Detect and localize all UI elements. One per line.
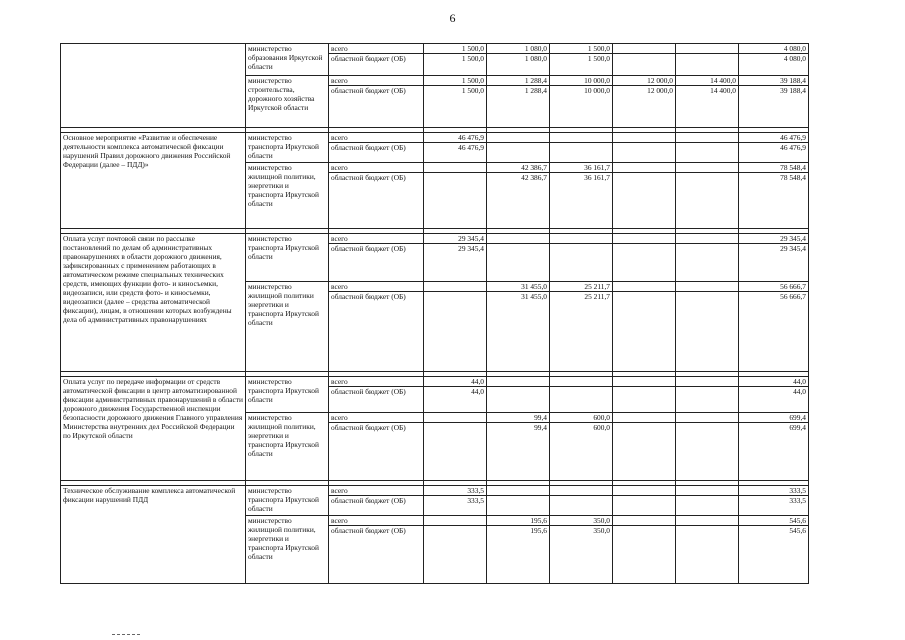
amount-cell: 14 400,0 xyxy=(676,86,739,128)
executor-name: министерство жилищной политики, энергетики и транспорта Иркутской области xyxy=(246,413,329,481)
amount-cell xyxy=(613,173,676,229)
funding-source: всего xyxy=(329,413,424,423)
total-cell: 333,5 xyxy=(739,496,809,516)
funding-source: областной бюджет (ОБ) xyxy=(329,244,424,282)
amount-cell xyxy=(676,423,739,481)
funding-source: областной бюджет (ОБ) xyxy=(329,292,424,372)
page-number: 6 xyxy=(449,11,456,25)
funding-source: областной бюджет (ОБ) xyxy=(329,86,424,128)
executor-name: министерство строительства, дорожного хозяйства Иркутской области xyxy=(246,76,329,128)
amount-cell: 1 500,0 xyxy=(550,44,613,54)
amount-cell: 195,6 xyxy=(487,516,550,526)
amount-cell: 1 288,4 xyxy=(487,86,550,128)
measure-name xyxy=(61,44,246,128)
amount-cell xyxy=(424,173,487,229)
amount-cell xyxy=(550,387,613,413)
amount-cell: 333,5 xyxy=(424,496,487,516)
measure-name: Основное мероприятие «Развитие и обеспечение деятельности комплекса автоматической фиксации нарушений Правил дорожного движения Российской Федерации (далее – ПДД)» xyxy=(61,133,246,229)
total-cell: 39 188,4 xyxy=(739,86,809,128)
amount-cell: 12 000,0 xyxy=(613,86,676,128)
amount-cell xyxy=(424,423,487,481)
amount-cell xyxy=(550,143,613,163)
amount-cell xyxy=(613,244,676,282)
amount-cell xyxy=(613,413,676,423)
amount-cell xyxy=(424,282,487,292)
amount-cell xyxy=(676,413,739,423)
amount-cell xyxy=(550,133,613,143)
amount-cell xyxy=(487,496,550,516)
amount-cell xyxy=(676,173,739,229)
amount-cell xyxy=(613,54,676,76)
amount-cell xyxy=(676,54,739,76)
measure-name: Оплата услуг почтовой связи по рассылке постановлений по делам об административных правонарушениях в области дорожного движения, зафиксированных с применением работающих в автоматическом режиме специальных технических средств, имеющих функции фото- и киносъемки, видеозаписи, или средств фото- и киносъемки, видеозаписи (далее – средства автоматической фиксации), лицам, в отношении которых возбуждены дела об административных правонарушениях xyxy=(61,234,246,372)
amount-cell xyxy=(676,292,739,372)
table-row xyxy=(61,234,809,244)
total-cell: 29 345,4 xyxy=(739,234,809,244)
amount-cell xyxy=(676,234,739,244)
total-cell: 44,0 xyxy=(739,377,809,387)
funding-source: областной бюджет (ОБ) xyxy=(329,173,424,229)
funding-source: всего xyxy=(329,44,424,54)
amount-cell: 31 455,0 xyxy=(487,292,550,372)
amount-cell xyxy=(424,413,487,423)
funding-source: областной бюджет (ОБ) xyxy=(329,54,424,76)
total-cell: 4 080,0 xyxy=(739,44,809,54)
amount-cell xyxy=(613,496,676,516)
total-cell: 78 548,4 xyxy=(739,173,809,229)
table-row xyxy=(61,44,809,54)
amount-cell xyxy=(676,133,739,143)
total-cell: 545,6 xyxy=(739,516,809,526)
amount-cell: 350,0 xyxy=(550,526,613,584)
amount-cell xyxy=(613,163,676,173)
amount-cell xyxy=(487,143,550,163)
amount-cell xyxy=(676,486,739,496)
amount-cell xyxy=(550,244,613,282)
amount-cell: 29 345,4 xyxy=(424,234,487,244)
amount-cell xyxy=(676,387,739,413)
amount-cell xyxy=(487,387,550,413)
total-cell: 39 188,4 xyxy=(739,76,809,86)
measure-name: Техническое обслуживание комплекса автоматической фиксации нарушений ПДД xyxy=(61,486,246,584)
amount-cell: 1 080,0 xyxy=(487,44,550,54)
footer-dash xyxy=(112,634,140,635)
table-row xyxy=(61,377,809,387)
amount-cell xyxy=(550,486,613,496)
amount-cell xyxy=(487,234,550,244)
amount-cell: 14 400,0 xyxy=(676,76,739,86)
amount-cell xyxy=(424,292,487,372)
total-cell: 56 666,7 xyxy=(739,292,809,372)
amount-cell: 99,4 xyxy=(487,413,550,423)
funding-source: всего xyxy=(329,163,424,173)
amount-cell: 25 211,7 xyxy=(550,292,613,372)
executor-name: министерство транспорта Иркутской области xyxy=(246,133,329,163)
amount-cell: 44,0 xyxy=(424,387,487,413)
amount-cell: 1 500,0 xyxy=(424,86,487,128)
total-cell: 56 666,7 xyxy=(739,282,809,292)
amount-cell: 600,0 xyxy=(550,413,613,423)
table-row xyxy=(61,486,809,496)
amount-cell xyxy=(676,244,739,282)
total-cell: 46 476,9 xyxy=(739,133,809,143)
amount-cell: 25 211,7 xyxy=(550,282,613,292)
amount-cell: 46 476,9 xyxy=(424,133,487,143)
funding-source: всего xyxy=(329,486,424,496)
amount-cell: 36 161,7 xyxy=(550,163,613,173)
amount-cell: 333,5 xyxy=(424,486,487,496)
funding-source: областной бюджет (ОБ) xyxy=(329,387,424,413)
amount-cell xyxy=(550,234,613,244)
amount-cell: 1 500,0 xyxy=(424,44,487,54)
executor-name: министерство транспорта Иркутской области xyxy=(246,234,329,282)
amount-cell: 42 386,7 xyxy=(487,163,550,173)
funding-source: областной бюджет (ОБ) xyxy=(329,143,424,163)
amount-cell: 600,0 xyxy=(550,423,613,481)
amount-cell: 1 080,0 xyxy=(487,54,550,76)
amount-cell xyxy=(613,377,676,387)
amount-cell: 36 161,7 xyxy=(550,173,613,229)
funding-source: областной бюджет (ОБ) xyxy=(329,526,424,584)
amount-cell: 350,0 xyxy=(550,516,613,526)
funding-source: областной бюджет (ОБ) xyxy=(329,496,424,516)
amount-cell: 42 386,7 xyxy=(487,173,550,229)
funding-source: областной бюджет (ОБ) xyxy=(329,423,424,481)
amount-cell: 1 500,0 xyxy=(424,76,487,86)
funding-source: всего xyxy=(329,234,424,244)
total-cell: 699,4 xyxy=(739,423,809,481)
funding-source: всего xyxy=(329,377,424,387)
amount-cell xyxy=(550,377,613,387)
amount-cell xyxy=(613,282,676,292)
total-cell: 333,5 xyxy=(739,486,809,496)
amount-cell xyxy=(613,423,676,481)
amount-cell xyxy=(676,163,739,173)
funding-source: всего xyxy=(329,133,424,143)
total-cell: 78 548,4 xyxy=(739,163,809,173)
total-cell: 699,4 xyxy=(739,413,809,423)
amount-cell xyxy=(613,133,676,143)
amount-cell xyxy=(676,44,739,54)
amount-cell xyxy=(487,377,550,387)
amount-cell xyxy=(676,526,739,584)
amount-cell xyxy=(487,244,550,282)
total-cell: 46 476,9 xyxy=(739,143,809,163)
amount-cell: 10 000,0 xyxy=(550,76,613,86)
total-cell: 29 345,4 xyxy=(739,244,809,282)
amount-cell xyxy=(424,526,487,584)
amount-cell: 31 455,0 xyxy=(487,282,550,292)
amount-cell: 29 345,4 xyxy=(424,244,487,282)
amount-cell: 1 500,0 xyxy=(550,54,613,76)
amount-cell xyxy=(676,377,739,387)
amount-cell xyxy=(613,526,676,584)
amount-cell: 46 476,9 xyxy=(424,143,487,163)
executor-name: министерство жилищной политики, энергетики и транспорта Иркутской области xyxy=(246,516,329,584)
executor-name: министерство жилищной политики, энергетики и транспорта Иркутской области xyxy=(246,163,329,229)
amount-cell xyxy=(424,516,487,526)
table-row xyxy=(61,133,809,143)
amount-cell xyxy=(613,387,676,413)
executor-name: министерство образования Иркутской области xyxy=(246,44,329,76)
amount-cell: 1 288,4 xyxy=(487,76,550,86)
funding-source: всего xyxy=(329,516,424,526)
executor-name: министерство транспорта Иркутской области xyxy=(246,377,329,413)
funding-source: всего xyxy=(329,76,424,86)
amount-cell xyxy=(676,282,739,292)
amount-cell xyxy=(676,516,739,526)
budget-table xyxy=(60,43,809,584)
amount-cell xyxy=(487,486,550,496)
amount-cell xyxy=(613,486,676,496)
amount-cell xyxy=(613,516,676,526)
amount-cell xyxy=(676,143,739,163)
amount-cell: 99,4 xyxy=(487,423,550,481)
amount-cell xyxy=(613,143,676,163)
amount-cell: 44,0 xyxy=(424,377,487,387)
amount-cell: 195,6 xyxy=(487,526,550,584)
amount-cell: 10 000,0 xyxy=(550,86,613,128)
total-cell: 4 080,0 xyxy=(739,54,809,76)
amount-cell xyxy=(613,44,676,54)
amount-cell xyxy=(487,133,550,143)
executor-name: министерство жилищной политики энергетики и транспорта Иркутской области xyxy=(246,282,329,372)
measure-name: Оплата услуг по передаче информации от средств автоматической фиксации в центр автоматизированной фиксации административных правонарушений в области дорожного движения Государственной инспекции безопасности дорожного движения Главного управления Министерства внутренних дел Российской Федерации по Иркутской области xyxy=(61,377,246,481)
amount-cell xyxy=(550,496,613,516)
amount-cell xyxy=(613,234,676,244)
amount-cell xyxy=(424,163,487,173)
amount-cell xyxy=(613,292,676,372)
amount-cell: 1 500,0 xyxy=(424,54,487,76)
executor-name: министерство транспорта Иркутской области xyxy=(246,486,329,516)
total-cell: 545,6 xyxy=(739,526,809,584)
amount-cell xyxy=(676,496,739,516)
funding-source: всего xyxy=(329,282,424,292)
amount-cell: 12 000,0 xyxy=(613,76,676,86)
total-cell: 44,0 xyxy=(739,387,809,413)
